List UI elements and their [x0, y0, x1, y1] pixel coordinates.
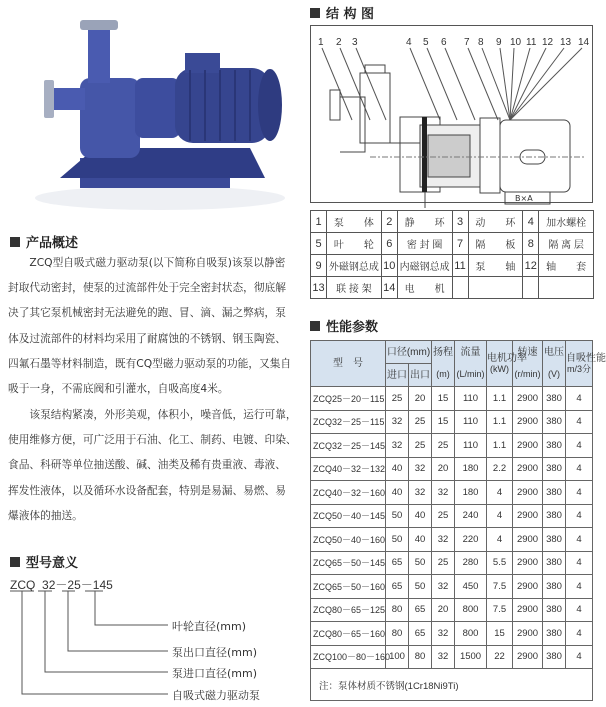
- value-cell: 1.1: [487, 410, 513, 434]
- text-line: 决了其它泵机械密封无法避免的跑、冒、滴、漏之弊病，泵: [8, 306, 286, 320]
- value-cell: 380: [543, 504, 566, 528]
- value-cell: 4: [566, 622, 593, 646]
- value-cell: 2900: [513, 551, 543, 575]
- value-cell: 2900: [513, 598, 543, 622]
- value-cell: 50: [409, 575, 432, 599]
- code-outlet: 25: [67, 578, 81, 592]
- value-cell: 800: [455, 622, 487, 646]
- code-separator: －: [55, 578, 68, 592]
- code-separator: －: [80, 578, 93, 592]
- value-cell: 50: [386, 528, 409, 552]
- value-cell: 2900: [513, 410, 543, 434]
- value-cell: 40: [386, 457, 409, 481]
- model-cell: ZCQ65－50－160: [311, 575, 386, 599]
- header-speed: [513, 341, 543, 387]
- value-cell: 380: [543, 551, 566, 575]
- value-cell: 2900: [513, 645, 543, 669]
- callout-12: 12: [542, 37, 554, 48]
- text-line: 吸于一身，不需底阀和引灌水，自吸高度4米。: [8, 382, 229, 396]
- part-number: 8: [523, 233, 539, 255]
- part-name: 加水螺栓: [539, 211, 594, 233]
- text-line: 使用维修方便，可广泛用于石油、化工、制药、电镀、印染、: [8, 433, 297, 447]
- value-cell: 380: [543, 575, 566, 599]
- header-voltage: [543, 341, 566, 387]
- value-cell: 32: [409, 481, 432, 505]
- bullet-square-icon: [10, 557, 20, 567]
- model-cell: ZCQ40－32－132: [311, 457, 386, 481]
- value-cell: 22: [487, 645, 513, 669]
- code-impeller: 145: [92, 578, 113, 592]
- value-cell: 65: [386, 551, 409, 575]
- value-cell: 25: [432, 504, 455, 528]
- model-cell: ZCQ50－40－145: [311, 504, 386, 528]
- value-cell: 380: [543, 528, 566, 552]
- table-row: [311, 551, 593, 575]
- part-name: 联 接 架: [327, 277, 382, 299]
- value-cell: 20: [432, 598, 455, 622]
- value-cell: 2900: [513, 528, 543, 552]
- value-cell: 180: [455, 457, 487, 481]
- value-cell: 20: [432, 457, 455, 481]
- text-line: 体及过流部件的材料均采用了耐腐蚀的不锈钢、钢玉陶瓷、: [8, 331, 286, 345]
- head-unit: (m): [436, 369, 450, 379]
- table-row: [311, 622, 593, 646]
- model-meaning-title: 型号意义: [26, 556, 79, 571]
- value-cell: 2900: [513, 504, 543, 528]
- table-row: [311, 387, 593, 411]
- parts-table: [310, 210, 594, 299]
- value-cell: 110: [455, 387, 487, 411]
- overview-heading: [10, 232, 78, 251]
- value-cell: 240: [455, 504, 487, 528]
- callout-11: 11: [526, 37, 537, 48]
- value-cell: 25: [432, 434, 455, 458]
- value-cell: 4: [566, 528, 593, 552]
- table-row: [311, 528, 593, 552]
- value-cell: 32: [386, 410, 409, 434]
- part-number: 3: [452, 211, 468, 233]
- value-cell: 380: [543, 598, 566, 622]
- part-number: 14: [381, 277, 397, 299]
- table-row: [311, 598, 593, 622]
- value-cell: 180: [455, 481, 487, 505]
- value-cell: 380: [543, 645, 566, 669]
- flow-label: 流量: [460, 347, 481, 358]
- text-line: 食品、科研等单位抽送酸、碱、油类及稀有贵重液、毒液、: [8, 458, 286, 472]
- value-cell: 110: [455, 410, 487, 434]
- table-row: [311, 575, 593, 599]
- table-note: 注：泵体材质不锈钢(1Cr18Ni9Ti): [311, 669, 593, 701]
- value-cell: 32: [432, 481, 455, 505]
- value-cell: 7.5: [487, 575, 513, 599]
- structure-heading: [310, 3, 374, 22]
- header-outlet: 出口: [409, 364, 432, 387]
- value-cell: 1500: [455, 645, 487, 669]
- dimension-label: B×A: [515, 194, 533, 203]
- value-cell: 80: [409, 645, 432, 669]
- value-cell: 4: [487, 528, 513, 552]
- model-cell: ZCQ32－25－145: [311, 434, 386, 458]
- value-cell: 100: [386, 645, 409, 669]
- suction-unit: m/3分: [567, 363, 592, 374]
- model-meaning-heading: [10, 552, 78, 571]
- bullet-square-icon: [310, 321, 320, 331]
- speed-label: 转速: [517, 347, 538, 358]
- code-inlet: 32: [42, 578, 56, 592]
- value-cell: 4: [566, 504, 593, 528]
- part-name: 泵 体: [327, 211, 382, 233]
- pump-photo: [20, 8, 295, 218]
- part-number: 13: [311, 277, 327, 299]
- value-cell: 50: [386, 504, 409, 528]
- value-cell: 380: [543, 481, 566, 505]
- performance-table: [310, 340, 606, 701]
- callout-1: 1: [318, 37, 324, 48]
- head-label: 扬程: [433, 347, 454, 358]
- table-row: [311, 504, 593, 528]
- part-name: 电 机: [397, 277, 452, 299]
- part-name: 轴 套: [539, 255, 594, 277]
- header-inlet: 进口: [386, 364, 409, 387]
- part-name: 隔 离 层: [539, 233, 594, 255]
- part-number: 12: [523, 255, 539, 277]
- bullet-square-icon: [310, 8, 320, 18]
- value-cell: 2900: [513, 622, 543, 646]
- callout-5: 5: [423, 37, 429, 48]
- value-cell: 380: [543, 622, 566, 646]
- label-inlet-diameter: 泵进口直径(mm): [172, 667, 258, 680]
- power-label: 电机功率: [487, 352, 528, 364]
- value-cell: 800: [455, 598, 487, 622]
- value-cell: 2900: [513, 575, 543, 599]
- text-line: ZCQ型自吸式磁力驱动泵(以下简称自吸泵)该泵以静密: [8, 256, 286, 269]
- value-cell: 1.1: [487, 387, 513, 411]
- value-cell: 4: [566, 551, 593, 575]
- value-cell: 25: [409, 434, 432, 458]
- callout-2: 2: [336, 37, 342, 48]
- value-cell: 2900: [513, 481, 543, 505]
- value-cell: 5.5: [487, 551, 513, 575]
- value-cell: 380: [543, 457, 566, 481]
- value-cell: 4: [487, 481, 513, 505]
- value-cell: 280: [455, 551, 487, 575]
- table-row: [311, 410, 593, 434]
- code-prefix: ZCQ: [10, 578, 36, 592]
- value-cell: 32: [386, 434, 409, 458]
- value-cell: 25: [409, 410, 432, 434]
- header-suction: [566, 341, 606, 387]
- part-name: 内磁钢总成: [397, 255, 452, 277]
- value-cell: 380: [543, 434, 566, 458]
- value-cell: 40: [409, 504, 432, 528]
- value-cell: 4: [566, 387, 593, 411]
- value-cell: 65: [409, 598, 432, 622]
- flow-unit: (L/min): [456, 369, 485, 379]
- part-name: 动 环: [468, 211, 523, 233]
- value-cell: 4: [487, 504, 513, 528]
- part-name: 外磁钢总成: [327, 255, 382, 277]
- value-cell: 15: [487, 622, 513, 646]
- part-number: 6: [381, 233, 397, 255]
- text-line: 爆液体的抽送。: [8, 508, 83, 522]
- overview-paragraph-2: [8, 402, 300, 528]
- table-row: [311, 434, 593, 458]
- label-pump-type: 自吸式磁力驱动泵: [172, 689, 260, 702]
- value-cell: 380: [543, 387, 566, 411]
- text-line: 四氟石墨等材料制造，既有CQ型磁力驱动泵的功能，又集自: [8, 356, 292, 370]
- value-cell: 110: [455, 434, 487, 458]
- value-cell: 40: [386, 481, 409, 505]
- model-cell: ZCQ40－32－160: [311, 481, 386, 505]
- part-number: 5: [311, 233, 327, 255]
- table-row: [311, 645, 593, 669]
- model-cell: ZCQ80－65－125: [311, 598, 386, 622]
- model-cell: ZCQ65－50－145: [311, 551, 386, 575]
- part-number: 9: [311, 255, 327, 277]
- table-row: [311, 457, 593, 481]
- parts-row: [311, 277, 594, 299]
- value-cell: 2.2: [487, 457, 513, 481]
- structure-diagram: [310, 25, 593, 203]
- part-number: 4: [523, 211, 539, 233]
- callout-6: 6: [441, 37, 447, 48]
- voltage-label: 电压: [544, 347, 565, 358]
- value-cell: 80: [386, 622, 409, 646]
- value-cell: 25: [386, 387, 409, 411]
- value-cell: 32: [432, 528, 455, 552]
- text-line: 挥发性液体，以及循环水设备配套，特别是易漏、易燃、易: [8, 483, 286, 497]
- value-cell: 2900: [513, 387, 543, 411]
- part-name: [539, 277, 594, 299]
- model-cell: ZCQ80－65－160: [311, 622, 386, 646]
- model-cell: ZCQ32－25－115: [311, 410, 386, 434]
- part-name: 叶 轮: [327, 233, 382, 255]
- callout-3: 3: [352, 37, 358, 48]
- part-name: [468, 277, 523, 299]
- value-cell: 40: [409, 528, 432, 552]
- table-row: [311, 481, 593, 505]
- callout-4: 4: [406, 37, 412, 48]
- part-number: 7: [452, 233, 468, 255]
- part-name: 隔 板: [468, 233, 523, 255]
- value-cell: 65: [386, 575, 409, 599]
- parts-row: [311, 255, 594, 277]
- part-name: 泵 轴: [468, 255, 523, 277]
- value-cell: 15: [432, 410, 455, 434]
- value-cell: 2900: [513, 457, 543, 481]
- callout-8: 8: [478, 37, 484, 48]
- text-line: 封取代动密封，使泵的过流部件处于完全密封状态，彻底解: [8, 281, 286, 295]
- value-cell: 32: [409, 457, 432, 481]
- value-cell: 25: [432, 551, 455, 575]
- value-cell: 380: [543, 410, 566, 434]
- bullet-square-icon: [10, 237, 20, 247]
- value-cell: 20: [409, 387, 432, 411]
- performance-heading: [310, 316, 378, 335]
- structure-title: 结 构 图: [326, 7, 375, 22]
- part-number: [452, 277, 468, 299]
- overview-title: 产品概述: [26, 236, 79, 251]
- overview-paragraph-1: [8, 250, 300, 401]
- value-cell: 7.5: [487, 598, 513, 622]
- header-flow: [455, 341, 487, 387]
- value-cell: 450: [455, 575, 487, 599]
- part-number: 10: [381, 255, 397, 277]
- part-number: 1: [311, 211, 327, 233]
- label-outlet-diameter: 泵出口直径(mm): [172, 646, 258, 659]
- value-cell: 32: [432, 575, 455, 599]
- callout-7: 7: [464, 37, 470, 48]
- power-unit: (kW): [490, 363, 510, 374]
- model-cell: ZCQ25－20－115: [311, 387, 386, 411]
- header-model: 型 号: [311, 341, 386, 387]
- callout-13: 13: [560, 37, 572, 48]
- value-cell: 4: [566, 434, 593, 458]
- value-cell: 4: [566, 598, 593, 622]
- speed-unit: (r/min): [514, 369, 541, 379]
- value-cell: 4: [566, 575, 593, 599]
- model-cell: ZCQ100－80－160: [311, 645, 386, 669]
- callout-14: 14: [578, 37, 590, 48]
- value-cell: 4: [566, 645, 593, 669]
- callout-10: 10: [510, 37, 522, 48]
- voltage-unit: (V): [548, 369, 561, 379]
- text-line: 该泵结构紧凑，外形美观，体积小，噪音低，运行可靠，: [8, 408, 297, 421]
- callout-9: 9: [496, 37, 502, 48]
- header-caliber: 口径(mm): [386, 341, 432, 364]
- parts-row: [311, 233, 594, 255]
- value-cell: 15: [432, 387, 455, 411]
- part-number: [523, 277, 539, 299]
- suction-label: 自吸性能: [566, 352, 606, 364]
- header-head: [432, 341, 455, 387]
- part-name: 静 环: [397, 211, 452, 233]
- value-cell: 4: [566, 457, 593, 481]
- value-cell: 80: [386, 598, 409, 622]
- value-cell: 220: [455, 528, 487, 552]
- part-number: 11: [452, 255, 468, 277]
- part-number: 2: [381, 211, 397, 233]
- value-cell: 4: [566, 481, 593, 505]
- value-cell: 32: [432, 622, 455, 646]
- value-cell: 4: [566, 410, 593, 434]
- value-cell: 2900: [513, 434, 543, 458]
- value-cell: 32: [432, 645, 455, 669]
- label-impeller-diameter: 叶轮直径(mm): [172, 620, 247, 633]
- performance-title: 性能参数: [326, 320, 379, 335]
- value-cell: 1.1: [487, 434, 513, 458]
- parts-row: [311, 211, 594, 233]
- value-cell: 65: [409, 622, 432, 646]
- model-cell: ZCQ50－40－160: [311, 528, 386, 552]
- part-name: 密 封 圈: [397, 233, 452, 255]
- value-cell: 50: [409, 551, 432, 575]
